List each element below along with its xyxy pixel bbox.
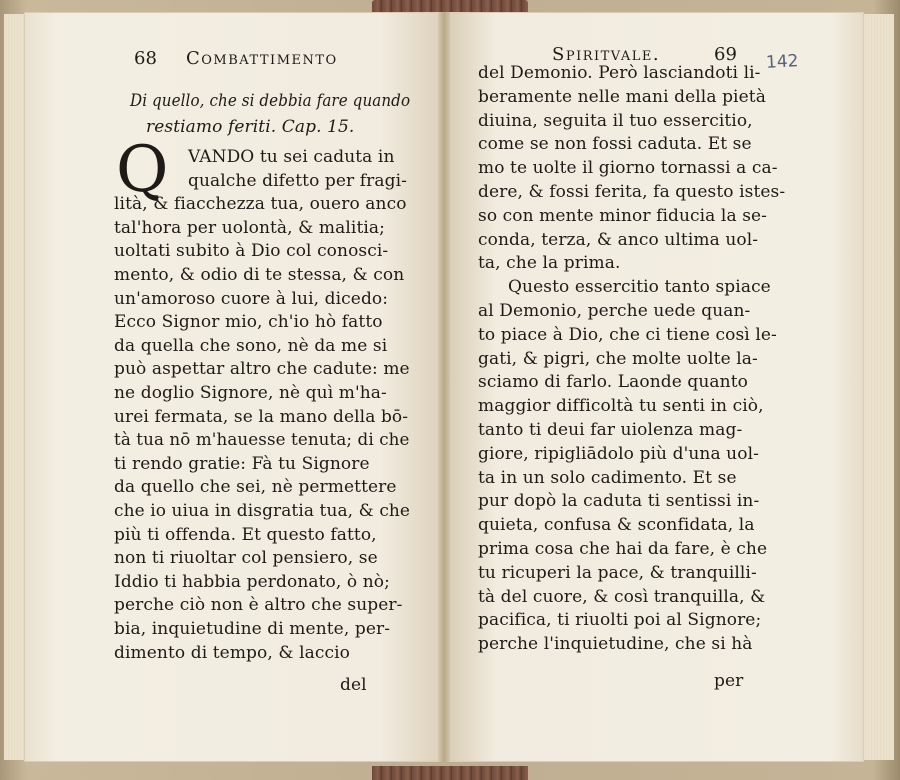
right-text-line: al Demonio, perche uede quan- — [478, 301, 751, 321]
right-text-line: ta, che la prima. — [478, 253, 621, 274]
chapter-title-line-1: Di quello, che si debbia fare quando — [130, 91, 411, 111]
left-text-line: qualche difetto per fragi- — [188, 170, 408, 191]
right-text-line: mo te uolte il giorno tornassi a ca- — [478, 158, 778, 179]
right-running-head: Spiritvale. — [552, 44, 661, 65]
right-text-line: del Demonio. Però lasciandoti li- — [478, 63, 761, 83]
right-text-line: to piace à Dio, che ci tiene così le- — [478, 324, 777, 345]
left-text-line: bia, inquietudine di mente, per- — [114, 619, 391, 639]
right-text-line: perche l'inquietudine, che si hà — [478, 634, 753, 655]
left-text-line: da quello che sei, nè permettere — [114, 477, 397, 498]
right-text-line: pacifica, ti riuolti poi al Signore; — [478, 610, 762, 631]
left-page-number: 68 — [134, 48, 158, 69]
left-text-line: più ti offenda. Et questo fatto, — [114, 524, 377, 545]
left-text-line: da quella che sono, nè da me si — [114, 335, 388, 356]
left-running-head: Combattimento — [186, 48, 338, 69]
right-text-line: Questo essercitio tanto spiace — [508, 277, 771, 298]
right-text-line: beramente nelle mani della pietà — [478, 86, 766, 107]
left-text-line: un'amoroso cuore à lui, dicedo: — [114, 288, 389, 309]
left-catchword: del — [340, 675, 367, 695]
left-text-line: che io uiua in disgratia tua, & che — [114, 501, 411, 521]
right-text-line: gati, & pigri, che molte uolte la- — [478, 348, 758, 369]
left-text-line: tal'hora per uolontà, & malitia; — [114, 217, 385, 238]
left-text-line: lità, & fiacchezza tua, ouero anco — [114, 194, 407, 215]
left-text-line: VANDO tu sei caduta in — [188, 147, 395, 167]
right-text-line: so con mente minor fiducia la se- — [478, 205, 768, 226]
left-text-line: urei fermata, se la mano della bō- — [114, 406, 409, 427]
right-page-edges — [864, 14, 894, 760]
right-text-line: prima cosa che hai da fare, è che — [478, 539, 768, 559]
left-text-line: mento, & odio di te stessa, & con — [114, 265, 405, 285]
right-text-line: dere, & fossi ferita, fa questo istes- — [478, 182, 786, 202]
left-text-line: ti rendo gratie: Fà tu Signore — [114, 453, 370, 474]
chapter-title-line-2: restiamo feriti. Cap. 15. — [146, 117, 355, 137]
left-page-edges — [4, 14, 26, 760]
left-text-line: uoltati subito à Dio col conosci- — [114, 241, 389, 262]
right-text-line: sciamo di farlo. Laonde quanto — [478, 372, 748, 393]
right-catchword: per — [714, 671, 744, 691]
right-text-line: maggior difficoltà tu senti in ciò, — [478, 396, 764, 417]
left-text-line: Ecco Signor mio, ch'io hò fatto — [114, 312, 383, 333]
right-page-number: 69 — [714, 44, 738, 65]
left-text-line: ne doglio Signore, nè quì m'ha- — [114, 383, 387, 403]
left-text-line: perche ciò non è altro che super- — [114, 595, 403, 616]
right-text-line: conda, terza, & anco ultima uol- — [478, 229, 759, 250]
left-text-line: non ti riuoltar col pensiero, se — [114, 548, 378, 569]
right-text-line: quieta, confusa & sconfidata, la — [478, 515, 755, 536]
right-text-line: ta in un solo cadimento. Et se — [478, 467, 737, 488]
left-text-line: può aspettar altro che cadute: me — [114, 359, 410, 380]
handwritten-note: 142 — [765, 51, 799, 73]
right-text-line: tu ricuperi la pace, & tranquilli- — [478, 562, 757, 583]
right-text-line: diuina, seguita il tuo essercitio, — [478, 110, 753, 131]
right-text-line: giore, ripigliādolo più d'una uol- — [478, 443, 759, 464]
headband-bottom — [372, 766, 528, 780]
right-text-line: pur dopò la caduta ti sentissi in- — [478, 491, 760, 512]
left-text-line: tà tua nō m'hauesse tenuta; di che — [114, 430, 410, 451]
right-text-line: tanto ti deui far uiolenza mag- — [478, 420, 743, 440]
left-text-line: Iddio ti habbia perdonato, ò nò; — [114, 571, 390, 592]
drop-cap: Q — [116, 133, 169, 207]
right-text-line: tà del cuore, & così tranquilla, & — [478, 586, 766, 607]
left-text-line: dimento di tempo, & laccio — [114, 642, 351, 663]
right-text-line: come se non fossi caduta. Et se — [478, 134, 752, 155]
book-gutter — [438, 12, 450, 762]
